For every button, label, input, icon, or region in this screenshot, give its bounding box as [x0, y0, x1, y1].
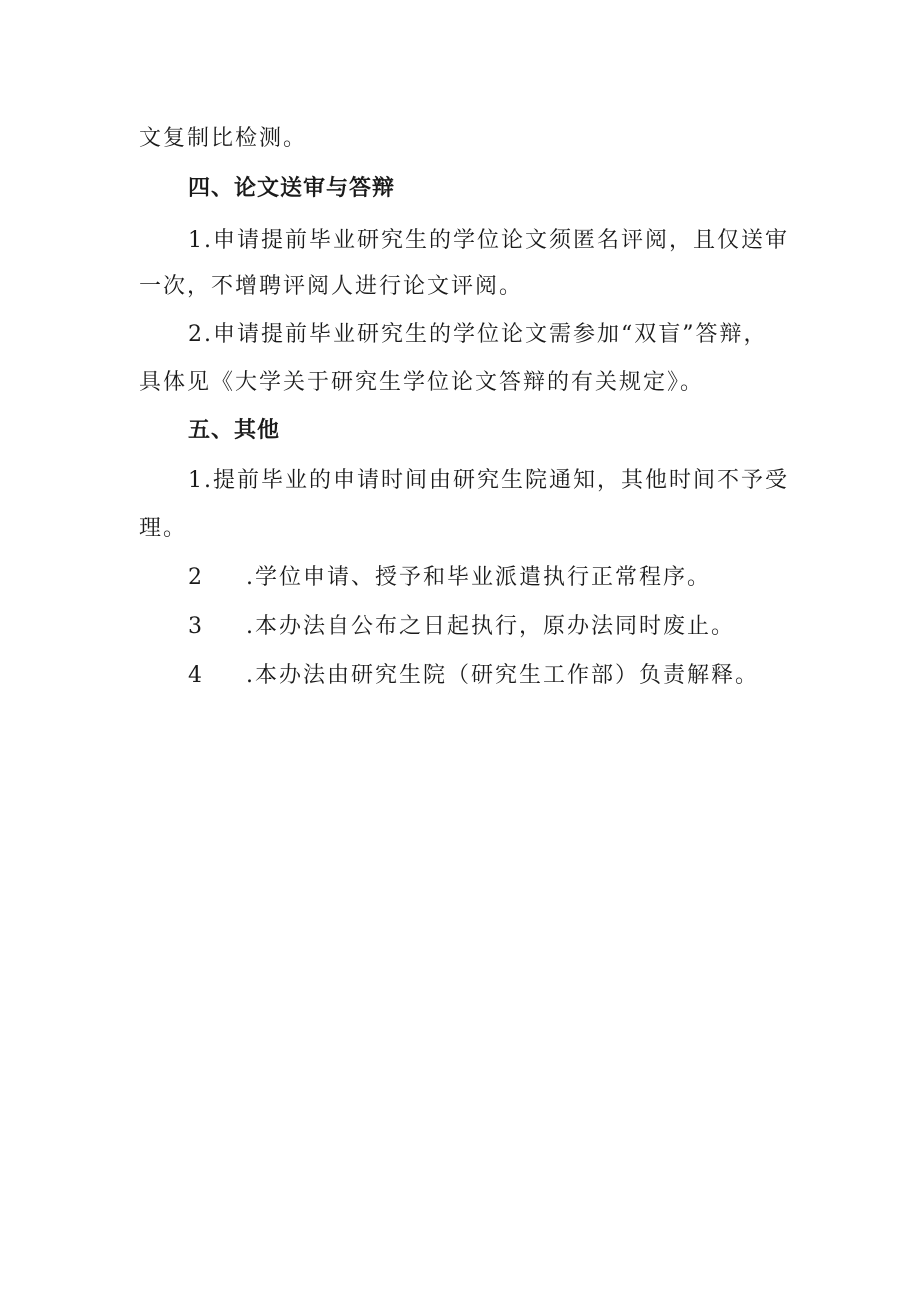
- section-heading-other: 五、其他: [188, 418, 281, 443]
- section4-item2-line2: 具体见《大学关于研究生学位论文答辩的有关规定》。: [139, 370, 705, 395]
- item-number: 4: [188, 663, 204, 688]
- section5-item1-line2: 理。: [139, 516, 188, 541]
- item-text: .本办法由研究生院（研究生工作部）负责解释。: [246, 663, 759, 688]
- item-text: .本办法自公布之日起执行，原办法同时废止。: [246, 614, 735, 639]
- paragraph-continuation: 文复制比检测。: [139, 126, 308, 151]
- section4-item1-line1: [188, 226, 789, 256]
- item-number: 1: [188, 468, 204, 493]
- item-text: .申请提前毕业研究生的学位论文需参加“双盲”答辩，: [204, 322, 768, 347]
- item-text: .提前毕业的申请时间由研究生院通知，其他时间不予受: [204, 468, 789, 493]
- section4-item1-line2: 一次，不增聘评阅人进行论文评阅。: [139, 274, 524, 299]
- item-number: 2: [188, 322, 204, 347]
- item-number: 1: [188, 228, 204, 253]
- item-text: .学位申请、授予和毕业派遣执行正常程序。: [246, 565, 711, 590]
- item-text: .申请提前毕业研究生的学位论文须匿名评阅，且仅送审: [204, 228, 789, 253]
- section-heading-review-defense: 四、论文送审与答辩: [188, 176, 396, 201]
- item-number: 3: [188, 614, 204, 639]
- section5-item2: [188, 563, 711, 593]
- item-number: 2: [188, 565, 204, 590]
- section5-item4: [188, 661, 759, 691]
- section5-item1-line1: [188, 466, 789, 496]
- section4-item2-line1: [188, 320, 768, 350]
- section5-item3: [188, 612, 735, 642]
